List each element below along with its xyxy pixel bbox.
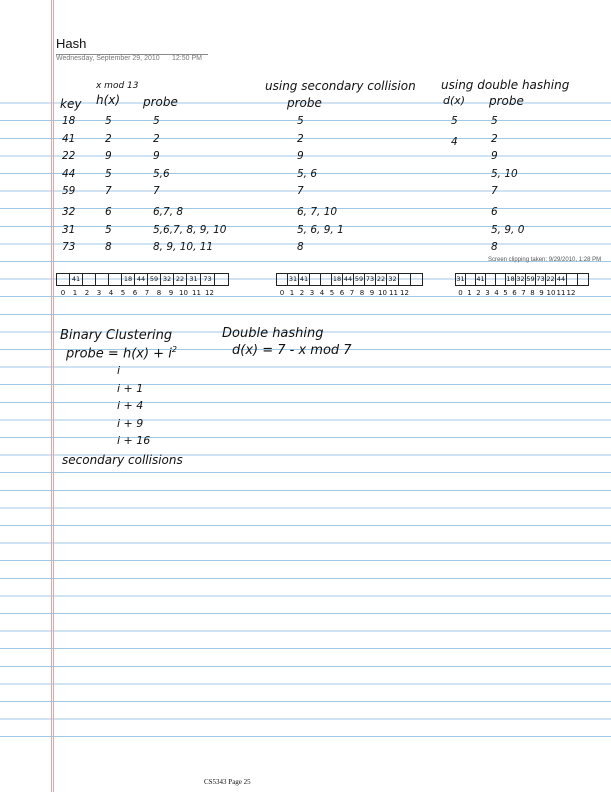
array-cell: 59 — [354, 275, 364, 283]
key-cell: 41 — [62, 132, 76, 145]
index-label: 2 — [84, 289, 90, 297]
sequence-item: i — [117, 364, 121, 377]
page-footer-area — [0, 742, 611, 792]
key-cell: 18 — [62, 115, 76, 127]
hx-cell: 9 — [105, 150, 112, 163]
double-hashing-formula: d(x) = 7 - x mod 7 — [232, 343, 352, 358]
double-dx-column — [451, 113, 458, 151]
index-label: 2 — [476, 289, 481, 297]
array-cell: 44 — [556, 275, 566, 283]
secondary-probe-cell: 5, 6 — [297, 167, 318, 180]
key-cell: 73 — [62, 241, 76, 254]
index-label: 12 — [205, 289, 214, 297]
secondary-probe-cell: 5, 6, 9, 1 — [297, 223, 344, 236]
hx-cell: 6 — [105, 205, 112, 218]
double-probe-cell: 9 — [491, 150, 498, 163]
index-label: 11 — [192, 289, 201, 297]
array-cell — [496, 274, 506, 285]
array-cell: 31 — [288, 275, 298, 283]
array-cell — [57, 274, 70, 285]
index-label: 9 — [168, 289, 174, 297]
index-label: 8 — [156, 289, 162, 297]
array-cell — [109, 274, 122, 285]
array-cell: 73 — [365, 275, 375, 283]
array-cell — [96, 274, 109, 285]
key-cell: 44 — [62, 167, 76, 180]
index-label: 0 — [458, 289, 463, 297]
key-cell: 22 — [62, 150, 76, 163]
array-cell: 59 — [526, 275, 535, 283]
array-cell: 22 — [546, 275, 555, 283]
hx-cell: 2 — [105, 132, 112, 145]
double-probe-cell: 8 — [491, 241, 498, 254]
probe-sequence — [117, 362, 150, 450]
index-label: 8 — [530, 289, 535, 297]
secondary-title: using secondary collision — [265, 79, 416, 93]
key-cell: 32 — [62, 205, 76, 218]
index-label: 7 — [349, 289, 355, 297]
array-cell — [399, 274, 411, 285]
index-label: 7 — [144, 289, 150, 297]
sequence-item: i + 1 — [117, 381, 144, 395]
double-title: using double hashing — [441, 78, 570, 92]
double-probe-column — [491, 113, 524, 257]
dx-cell: 4 — [451, 135, 458, 148]
index-label: 0 — [279, 289, 285, 297]
secondary-probe-column — [297, 113, 344, 257]
index-label: 8 — [359, 289, 365, 297]
index-label: 4 — [494, 289, 499, 297]
hx-cell: 5 — [105, 167, 112, 180]
hx-cell: 8 — [105, 241, 112, 254]
probe-cell: 5,6 — [153, 167, 170, 180]
margin-line — [51, 0, 52, 792]
index-label: 4 — [319, 289, 325, 297]
index-label: 0 — [60, 289, 66, 297]
array-cell: 41 — [299, 275, 309, 283]
array-cell: 31 — [456, 275, 465, 283]
secondary-probe-cell: 6, 7, 10 — [297, 205, 338, 218]
probe-column — [153, 113, 226, 257]
array-cell: 73 — [536, 275, 545, 283]
array-cell: 44 — [135, 274, 148, 285]
page-time: 12:50 PM — [172, 55, 202, 62]
secondary-collision-array — [276, 273, 423, 286]
array-cell: 22 — [174, 274, 187, 285]
probe-cell: 6,7, 8 — [153, 205, 184, 218]
double-hashing-title: Double hashing — [222, 326, 324, 341]
sequence-item: i + 4 — [117, 399, 144, 413]
index-label: 4 — [108, 289, 114, 297]
array-cell: 44 — [343, 275, 353, 283]
index-label: 10 — [179, 289, 188, 297]
sequence-item: i + 9 — [117, 416, 144, 430]
double-probe-cell: 2 — [491, 132, 498, 145]
array-cell — [578, 274, 588, 285]
array-cell: 32 — [161, 274, 174, 285]
array-cell — [486, 274, 496, 285]
index-label: 11 — [389, 289, 398, 297]
secondary-probe-cell: 7 — [297, 185, 304, 198]
binary-clustering-title: Binary Clustering — [60, 328, 173, 343]
index-label: 11 — [556, 289, 566, 297]
page-date: Wednesday, September 29, 2010 — [56, 55, 160, 62]
probe-cell: 5 — [153, 115, 160, 127]
key-column — [62, 113, 75, 257]
array-cell: 18 — [122, 274, 135, 285]
header-hx: h(x) — [96, 93, 121, 107]
array-cell — [411, 274, 422, 285]
secondary-probe-cell: 5 — [297, 115, 304, 127]
index-label: 12 — [400, 289, 409, 297]
dx-cell: 5 — [451, 115, 458, 127]
index-label: 3 — [485, 289, 490, 297]
index-label: 12 — [566, 289, 576, 297]
hx-column — [105, 113, 112, 257]
array-cell — [83, 274, 96, 285]
xmod-label: x mod 13 — [96, 81, 139, 91]
double-probe-cell: 5, 9, 0 — [491, 223, 525, 236]
double-probe-cell: 5, 10 — [491, 167, 518, 180]
probe-cell: 2 — [153, 132, 160, 145]
array-cell — [277, 274, 288, 285]
probe-formula — [66, 345, 177, 361]
sequence-item: i + 16 — [117, 434, 151, 448]
array-cell: 41 — [476, 275, 485, 283]
index-label: 10 — [546, 289, 556, 297]
page-footer: CS5343 Page 25 — [204, 778, 251, 786]
double-index-row — [456, 289, 576, 297]
array-cell: 41 — [70, 274, 83, 285]
secondary-collisions-note: secondary collisions — [62, 453, 183, 467]
secondary-probe-header: probe — [287, 96, 322, 110]
probe-cell: 7 — [153, 185, 160, 198]
index-label: 1 — [289, 289, 295, 297]
header-key: key — [60, 97, 82, 111]
double-probe-cell: 6 — [491, 205, 498, 218]
array-cell: 73 — [201, 274, 215, 285]
page-header-area — [0, 0, 611, 86]
array-cell: 18 — [506, 275, 515, 283]
index-label: 6 — [339, 289, 345, 297]
array-cell: 59 — [148, 274, 161, 285]
double-probe-header: probe — [489, 94, 524, 108]
array-cell — [466, 274, 476, 285]
probe-cell: 9 — [153, 150, 160, 163]
key-cell: 31 — [62, 223, 76, 236]
hx-cell: 5 — [105, 223, 112, 236]
index-label: 5 — [120, 289, 126, 297]
index-label: 1 — [72, 289, 78, 297]
index-label: 1 — [467, 289, 472, 297]
index-label: 3 — [96, 289, 102, 297]
hx-cell: 5 — [105, 115, 112, 127]
array-cell: 22 — [376, 275, 386, 283]
index-label: 5 — [503, 289, 508, 297]
double-probe-cell: 7 — [491, 185, 498, 198]
array-cell: 32 — [516, 275, 525, 283]
probe-formula-text: probe = h(x) + i — [66, 346, 172, 362]
probe-cell: 5,6,7, 8, 9, 10 — [153, 223, 227, 236]
array-cell: 31 — [187, 274, 201, 285]
double-dx-header: d(x) — [443, 94, 466, 107]
index-label: 10 — [378, 289, 387, 297]
margin-line — [53, 0, 54, 792]
secondary-probe-cell: 2 — [297, 132, 304, 145]
probe-formula-exponent: 2 — [171, 345, 177, 354]
array-cell: 18 — [332, 275, 342, 283]
hx-cell: 7 — [105, 185, 112, 198]
array-cell — [567, 274, 578, 285]
linear-probing-array — [56, 273, 229, 286]
probe-cell: 8, 9, 10, 11 — [153, 241, 214, 254]
clip-note: Screen clipping taken: 9/29/2010, 1:28 PM — [488, 257, 602, 263]
page-title[interactable]: Hash — [56, 36, 87, 51]
index-label: 9 — [539, 289, 544, 297]
index-label: 2 — [299, 289, 305, 297]
array-cell: 32 — [387, 274, 399, 285]
index-label: 5 — [329, 289, 335, 297]
index-label: 9 — [369, 289, 375, 297]
linear-index-row — [57, 289, 216, 297]
secondary-index-row — [277, 289, 410, 297]
index-label: 7 — [521, 289, 526, 297]
secondary-probe-cell: 8 — [297, 241, 304, 254]
array-cell — [310, 274, 321, 285]
double-hashing-array — [455, 273, 589, 286]
index-label: 6 — [132, 289, 138, 297]
header-probe: probe — [143, 95, 178, 109]
key-cell: 59 — [62, 185, 76, 198]
array-cell — [321, 274, 332, 285]
secondary-probe-cell: 9 — [297, 150, 304, 163]
index-label: 6 — [512, 289, 517, 297]
array-cell — [215, 274, 228, 285]
index-label: 3 — [309, 289, 315, 297]
double-probe-cell: 5 — [491, 115, 498, 127]
